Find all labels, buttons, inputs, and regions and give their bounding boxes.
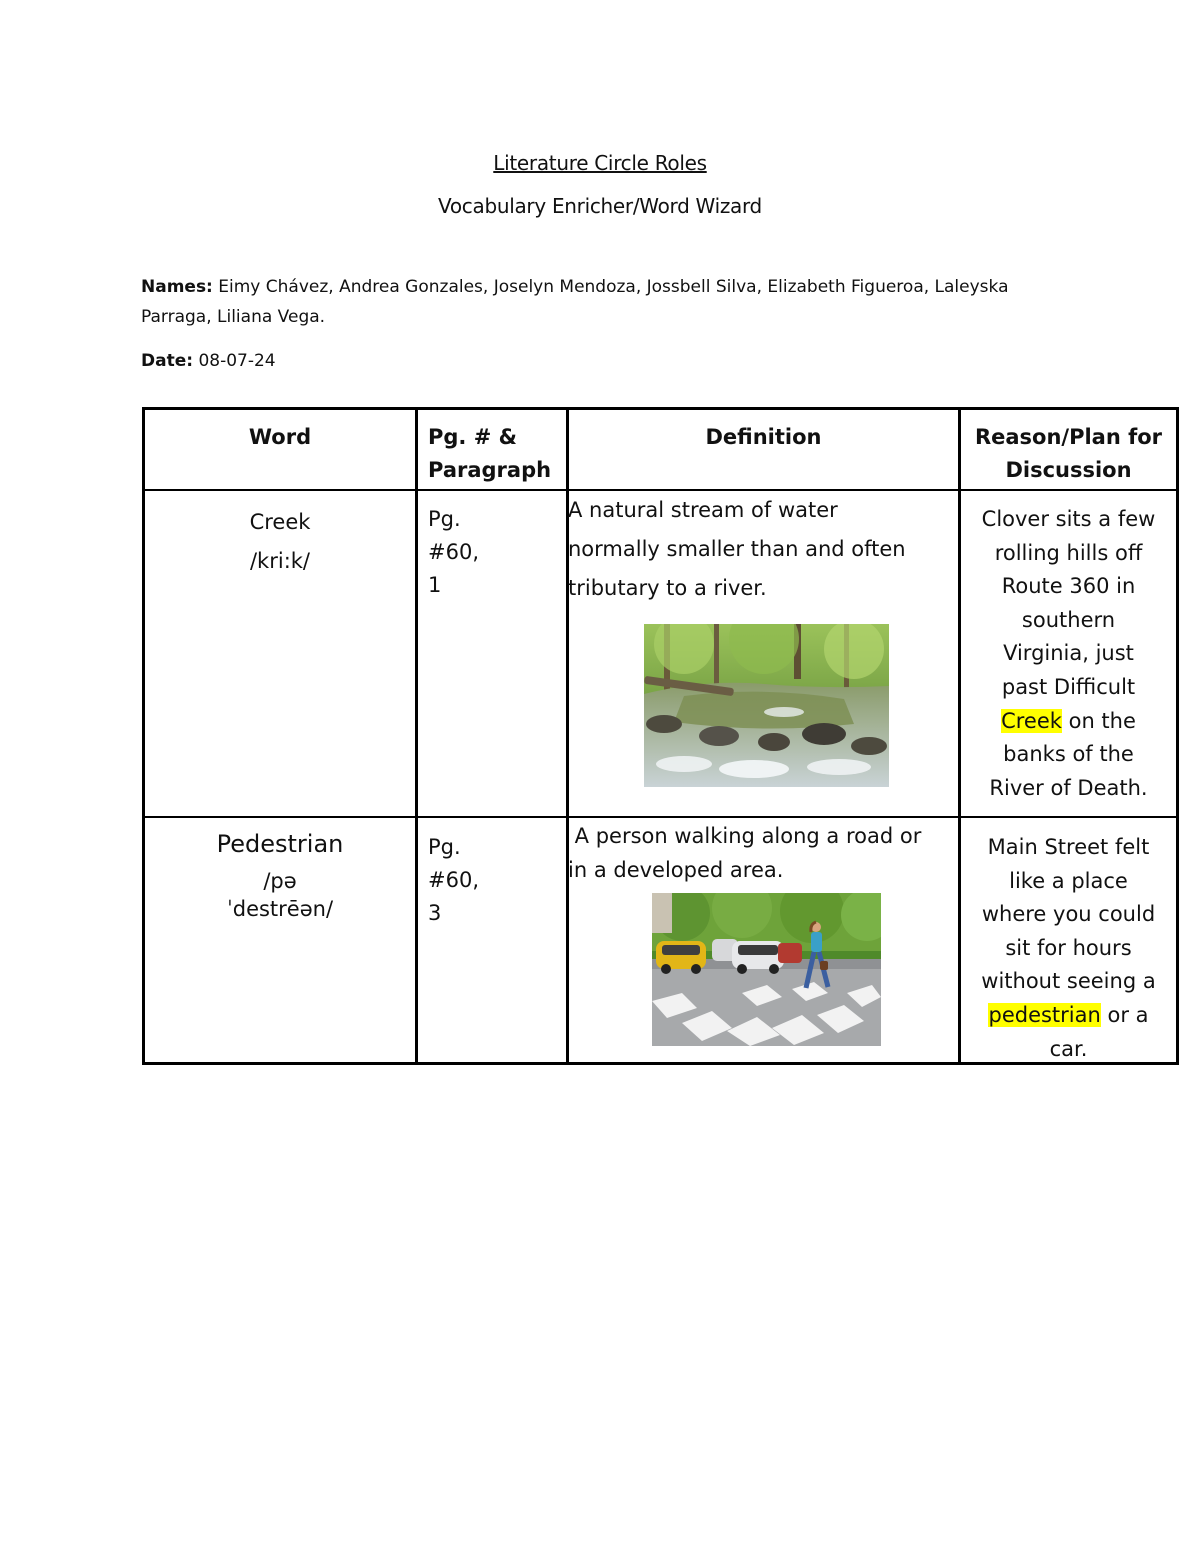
row2-after-highlight: or a: [1100, 1002, 1149, 1027]
row1-definition-line2: normally smaller than and often: [568, 537, 906, 561]
row1-reason-line9: River of Death.: [989, 775, 1148, 800]
page-subtitle: Vocabulary Enricher/Word Wizard: [438, 194, 762, 218]
row2-reason: [961, 831, 1176, 1066]
header-word: Word: [248, 425, 312, 449]
row1-after-highlight: on the: [1061, 708, 1136, 733]
header-reason-line1: Reason/Plan for: [974, 425, 1163, 449]
row1-reason: [961, 503, 1176, 805]
row2-page: Pg. #60, 3: [428, 835, 479, 925]
row1-reason-line4: southern: [1021, 607, 1116, 632]
row2-highlighted-word: pedestrian: [988, 1002, 1101, 1027]
row2-word: Pedestrian: [216, 830, 344, 858]
header-page-line2: Paragraph: [428, 458, 552, 482]
row1-reason-line7: [961, 705, 1176, 739]
row1-word: Creek: [249, 510, 311, 534]
row1-definition: [568, 491, 958, 608]
header-page-paragraph: [428, 421, 563, 487]
row1-reason-line8: banks of the: [1003, 742, 1134, 767]
row2-pronunciation-line1: /pə: [263, 869, 297, 893]
table-divider-row: [142, 816, 1179, 818]
row2-reason-line2: like a place: [1009, 868, 1128, 893]
crosswalk-photo: [652, 893, 881, 1046]
names-value-continued: Parraga, Liliana Vega.: [141, 307, 326, 327]
creek-photo: [644, 624, 889, 787]
row1-definition-line1: A natural stream of water: [568, 498, 838, 522]
creek-photo-image: [644, 624, 889, 787]
date-label: Date:: [141, 351, 194, 371]
names-line: [141, 272, 1041, 332]
crosswalk-photo-image: [652, 893, 881, 1046]
row2-reason-line7: car.: [1049, 1036, 1088, 1061]
row2-pronunciation-line2: ˈdestrēən/: [226, 897, 334, 921]
row1-reason-line3: Route 360 in: [1001, 574, 1136, 599]
row2-definition-line2: in a developed area.: [568, 858, 784, 882]
table-border-top: [142, 407, 1179, 410]
names-label: Names:: [141, 277, 213, 297]
row1-pronunciation: /kri:k/: [249, 549, 311, 573]
row2-reason-line5: without seeing a: [981, 969, 1156, 994]
row2-definition-line1: A person walking along a road or: [568, 824, 922, 848]
names-value: Eimy Chávez, Andrea Gonzales, Joselyn Mendoza, Jossbell Silva, Elizabeth Figueroa, Laleyska: [212, 277, 1009, 297]
row1-reason-line2: rolling hills off: [994, 540, 1143, 565]
table-col-divider-1: [415, 407, 418, 1065]
row2-reason-line3: where you could: [981, 902, 1156, 927]
header-page-line1: Pg. # &: [428, 425, 517, 449]
date-line: [141, 346, 276, 376]
page-title: Literature Circle Roles: [493, 151, 707, 175]
row2-reason-line6: [961, 999, 1176, 1033]
header-reason: [961, 421, 1176, 487]
header-definition: Definition: [705, 425, 822, 449]
row1-highlighted-word: Creek: [1001, 708, 1062, 733]
row1-reason-line5: Virginia, just: [1003, 641, 1134, 666]
row1-definition-line3: tributary to a river.: [568, 576, 767, 600]
row2-word-cell: [145, 825, 415, 923]
row1-word-cell: [145, 503, 415, 581]
table-border-right: [1176, 407, 1179, 1065]
header-reason-line2: Discussion: [1005, 458, 1132, 482]
row1-page: Pg. #60, 1: [428, 507, 479, 597]
row1-reason-line1: Clover sits a few: [981, 507, 1156, 531]
row2-reason-line1: Main Street felt: [987, 835, 1150, 859]
row2-reason-line4: sit for hours: [1005, 935, 1132, 960]
row2-definition: [568, 819, 958, 887]
row1-reason-line6: past Difficult: [1001, 674, 1136, 699]
date-value: 08-07-24: [193, 351, 276, 371]
